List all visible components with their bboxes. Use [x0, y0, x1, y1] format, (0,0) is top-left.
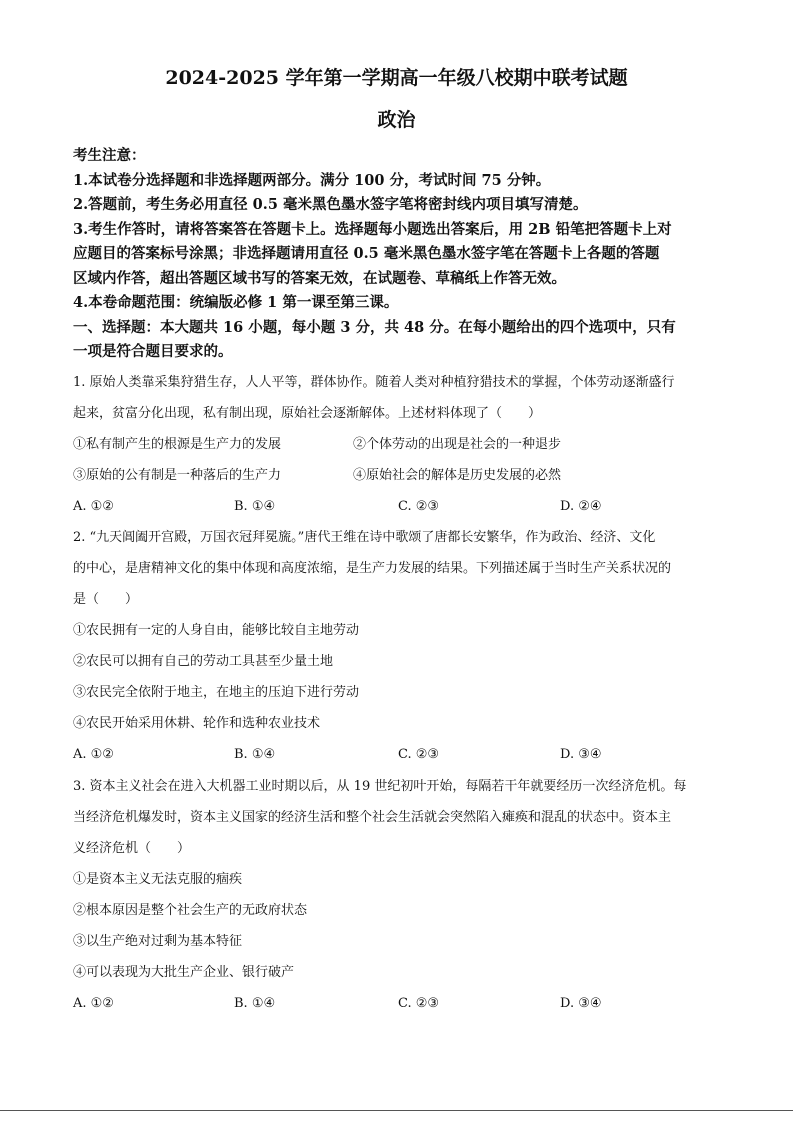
- option-b: B. ①④: [234, 747, 276, 762]
- notice-item: 2.答题前，考生务必用直径 0.5 毫米黑色墨水签字笔将密封线内项目填写清楚。: [73, 196, 588, 213]
- section-heading-line: 一项是符合题目要求的。: [73, 343, 233, 360]
- statement-2: ②农民可以拥有自己的劳动工具甚至少量土地: [73, 654, 334, 669]
- statement-1: ①农民拥有一定的人身自由，能够比较自主地劳动: [73, 623, 360, 638]
- option-d: D. ②④: [560, 499, 602, 514]
- statement-2: ②个体劳动的出现是社会的一种退步: [353, 437, 562, 452]
- notice-item: 1.本试卷分选择题和非选择题两部分。满分 100 分，考试时间 75 分钟。: [73, 171, 551, 189]
- statement-3: ③原始的公有制是一种落后的生产力: [73, 468, 282, 483]
- option-c: C. ②③: [398, 747, 440, 762]
- options-row: [73, 739, 733, 770]
- option-b: B. ①④: [234, 499, 276, 514]
- option-d: D. ③④: [560, 996, 602, 1011]
- statement-4: ④原始社会的解体是历史发展的必然: [353, 468, 562, 483]
- statement-3: ③农民完全依附于地主，在地主的压迫下进行劳动: [73, 685, 360, 700]
- statement-2: ②根本原因是整个社会生产的无政府状态: [73, 903, 308, 918]
- question-3: [73, 771, 733, 1019]
- statement-3: ③以生产绝对过剩为基本特征: [73, 934, 243, 949]
- exam-subject: 政治: [377, 109, 416, 131]
- question-2: [73, 522, 733, 770]
- statement-1: ①是资本主义无法克服的痼疾: [73, 872, 243, 887]
- question-stem-line: 起来，贫富分化出现，私有制出现，原始社会逐渐解体。上述材料体现了（ ）: [73, 406, 542, 421]
- statement-row: [73, 460, 733, 491]
- option-c: C. ②③: [398, 996, 440, 1011]
- notice-item: 应题目的答案标号涂黑；非选择题请用直径 0.5 毫米黑色墨水签字笔在答题卡上各题的答题: [73, 245, 660, 262]
- option-a: A. ①②: [73, 747, 114, 762]
- question-stem-line: 3. 资本主义社会在进入大机器工业时期以后，从 19 世纪初叶开始，每隔若干年就要经历一次经济危机。每: [73, 779, 687, 794]
- question-1: [73, 367, 733, 522]
- question-stem-line: 2. “九天阊阖开宫殿，万国衣冠拜冕旒。”唐代王维在诗中歌颂了唐都长安繁华，作为政治、经济、文化: [73, 530, 656, 545]
- statement-4: ④农民开始采用休耕、轮作和选种农业技术: [73, 716, 321, 731]
- option-c: C. ②③: [398, 499, 440, 514]
- question-stem-line: 的中心，是唐精神文化的集中体现和高度浓缩，是生产力发展的结果。下列描述属于当时生产关系状况的: [73, 561, 672, 576]
- question-stem-line: 是（ ）: [73, 592, 139, 607]
- candidate-notice: [73, 144, 733, 365]
- option-b: B. ①④: [234, 996, 276, 1011]
- statement-1: ①私有制产生的根源是生产力的发展: [73, 437, 282, 452]
- page-bottom-divider: [0, 1110, 793, 1111]
- notice-item: 4.本卷命题范围：统编版必修 1 第一课至第三课。: [73, 294, 399, 311]
- notice-item: 3.考生作答时，请将答案答在答题卡上。选择题每小题选出答案后，用 2B 铅笔把答题卡上对: [73, 220, 672, 238]
- exam-title: 2024-2025 学年第一学期高一年级八校期中联考试题: [165, 67, 628, 89]
- question-stem-line: 义经济危机（ ）: [73, 841, 191, 856]
- question-stem-line: 1. 原始人类靠采集狩猎生存，人人平等，群体协作。随着人类对种植狩猎技术的掌握，个体劳动逐渐盛行: [73, 375, 675, 390]
- option-d: D. ③④: [560, 747, 602, 762]
- options-row: [73, 491, 733, 522]
- statement-row: [73, 429, 733, 460]
- option-a: A. ①②: [73, 499, 114, 514]
- question-stem-line: 当经济危机爆发时，资本主义国家的经济生活和整个社会生活就会突然陷入瘫痪和混乱的状态中。资本主: [73, 810, 672, 825]
- options-row: [73, 988, 733, 1019]
- section-heading-line: 一、选择题：本大题共 16 小题，每小题 3 分，共 48 分。在每小题给出的四个选项中，只有: [73, 318, 676, 336]
- notice-item: 区域内作答，超出答题区域书写的答案无效，在试题卷、草稿纸上作答无效。: [73, 269, 566, 287]
- notice-heading: 考生注意：: [73, 147, 146, 164]
- option-a: A. ①②: [73, 996, 114, 1011]
- statement-4: ④可以表现为大批生产企业、银行破产: [73, 965, 295, 980]
